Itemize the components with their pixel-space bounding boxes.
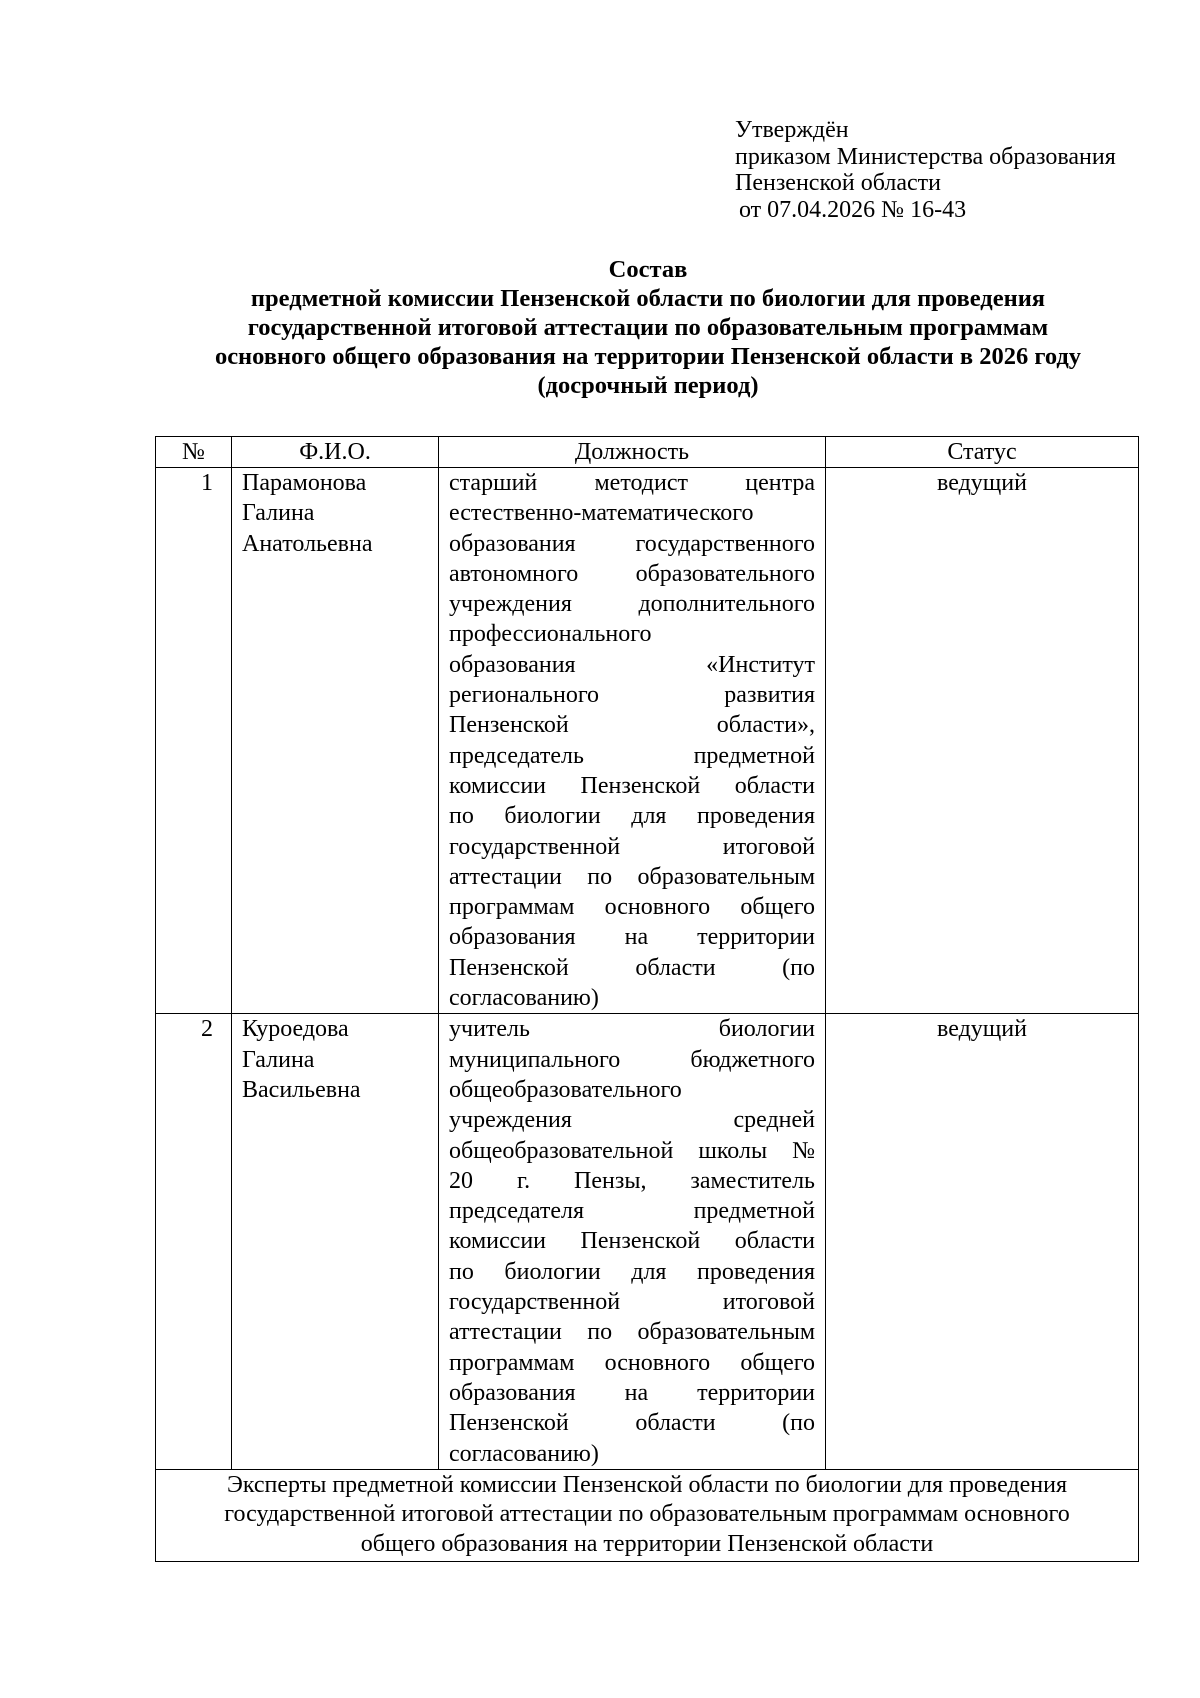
position-line: председателя предметной xyxy=(449,1198,815,1225)
position-line: аттестации по образовательным xyxy=(449,1319,815,1346)
position-line: по биологии для проведения xyxy=(449,803,815,830)
header-position: Должность xyxy=(439,437,826,468)
position-line: регионального развития xyxy=(449,682,815,709)
position-line: 20 г. Пензы, заместитель xyxy=(449,1167,815,1194)
name-line: Галина xyxy=(242,500,315,527)
title-line-4: основного общего образования на территории Пензенской области в 2026 году xyxy=(214,343,1082,370)
position-line: государственной итоговой xyxy=(449,1289,815,1316)
header-name: Ф.И.О. xyxy=(232,437,439,468)
name-line: Анатольевна xyxy=(242,530,373,557)
position-line: государственной итоговой xyxy=(449,833,815,860)
header-status: Статус xyxy=(826,437,1139,468)
position-line: общеобразовательного xyxy=(449,1076,682,1103)
position-line: учитель биологии xyxy=(449,1016,815,1043)
position-line: аттестации по образовательным xyxy=(449,863,815,890)
position-line: образования на территории xyxy=(449,1379,815,1406)
row-name xyxy=(232,1014,439,1469)
position-line: комиссии Пензенской области xyxy=(449,1228,815,1255)
approval-order-number: от 07.04.2026 № 16-43 xyxy=(739,196,967,223)
row-position xyxy=(439,1014,826,1469)
row-status: ведущий xyxy=(826,1014,1139,1469)
table-row xyxy=(156,468,1139,1014)
position-line: Пензенской области (по xyxy=(449,954,815,981)
position-line: общеобразовательной школы № xyxy=(449,1137,815,1164)
table-row xyxy=(156,1014,1139,1469)
title-line-5: (досрочный период) xyxy=(537,372,759,399)
header-num: № xyxy=(156,437,232,468)
position-line: программам основного общего xyxy=(449,1349,815,1376)
commission-table xyxy=(155,436,1139,1562)
experts-row xyxy=(156,1469,1139,1562)
name-line: Галина xyxy=(242,1046,315,1073)
row-position xyxy=(439,468,826,1014)
experts-heading xyxy=(156,1469,1139,1562)
position-line: образования «Институт xyxy=(449,651,815,678)
approval-stamp xyxy=(735,117,1175,223)
position-line: согласованию) xyxy=(449,1440,599,1467)
position-line: комиссии Пензенской области xyxy=(449,772,815,799)
position-line: автономного образовательного xyxy=(449,560,815,587)
position-line: Пензенской области (по xyxy=(449,1410,815,1437)
experts-line-3: общего образования на территории Пензенской области xyxy=(360,1530,934,1557)
position-line: профессионального xyxy=(449,621,652,648)
title-line-1: Состав xyxy=(608,256,688,283)
experts-line-2: государственной итоговой аттестации по образовательным программам основного xyxy=(224,1501,1070,1528)
position-line: естественно-математического xyxy=(449,500,754,527)
position-line: старший методист центра xyxy=(449,470,815,496)
title-line-3: государственной итоговой аттестации по образовательным программам xyxy=(247,314,1049,341)
title-line-2: предметной комиссии Пензенской области по биологии для проведения xyxy=(250,285,1046,312)
row-status: ведущий xyxy=(826,468,1139,1014)
position-line: учреждения средней xyxy=(449,1107,815,1134)
position-line: образования государственного xyxy=(449,530,815,557)
name-line: Парамонова xyxy=(242,470,367,496)
position-line: муниципального бюджетного xyxy=(449,1046,815,1073)
table-header-row xyxy=(156,437,1139,468)
position-line: по биологии для проведения xyxy=(449,1258,815,1285)
row-num: 2 xyxy=(156,1014,232,1469)
approval-line-2: приказом Министерства образования xyxy=(735,143,1116,170)
position-line: учреждения дополнительного xyxy=(449,591,815,618)
approval-line-1: Утверждён xyxy=(735,117,849,143)
position-line: программам основного общего xyxy=(449,894,815,921)
approval-line-3: Пензенской области xyxy=(735,170,941,196)
document-title xyxy=(150,255,1146,400)
name-line: Васильевна xyxy=(242,1076,361,1103)
position-line: образования на территории xyxy=(449,924,815,951)
row-name xyxy=(232,468,439,1014)
position-line: Пензенской области», xyxy=(449,712,815,739)
experts-line-1: Эксперты предметной комиссии Пензенской области по биологии для проведения xyxy=(226,1471,1067,1498)
name-line: Куроедова xyxy=(242,1016,349,1043)
position-line: председатель предметной xyxy=(449,742,815,769)
position-line: согласованию) xyxy=(449,985,599,1012)
row-num: 1 xyxy=(156,468,232,1014)
